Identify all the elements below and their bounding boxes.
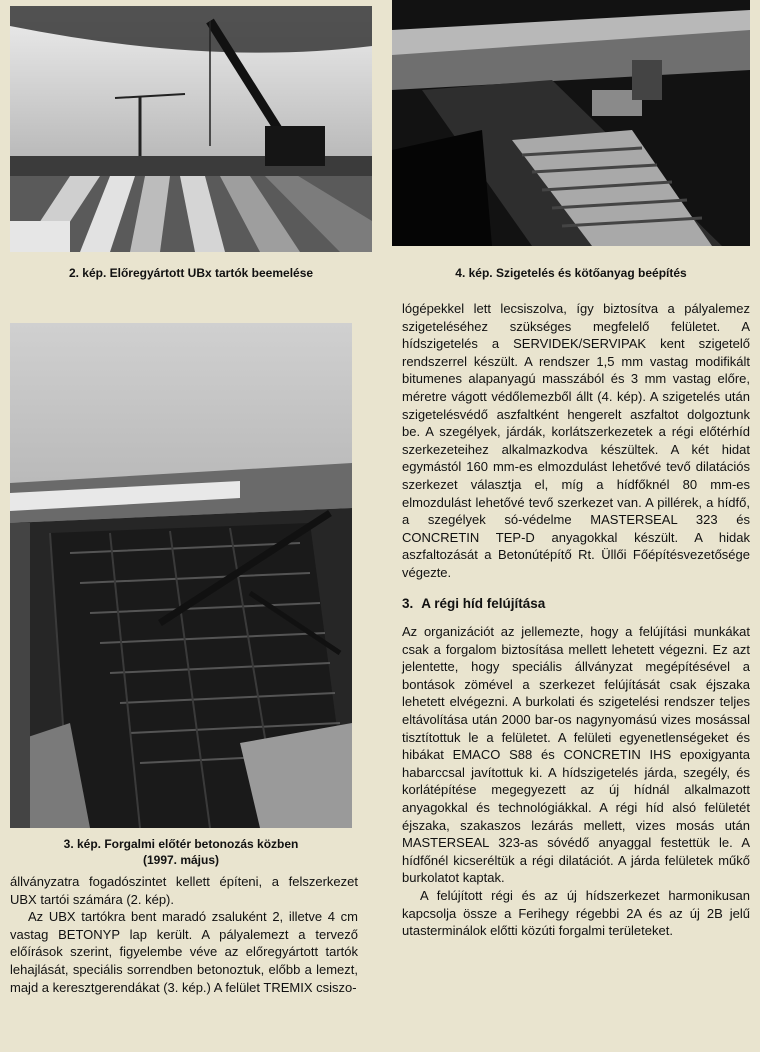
photo-3-caption — [10, 836, 352, 868]
right-paragraph-3: A felújított régi és az új hídszerkezet harmonikusan kapcsolja össze a Ferihegy régebbi 2A és az új 2B jelű utasterminálok előtti közúti forgalmi területeket. — [402, 888, 750, 939]
photo-2-beam-lifting — [10, 6, 372, 252]
photo-3-caption-line2: (1997. május) — [142, 853, 220, 867]
section-heading — [402, 595, 750, 613]
photo-4-waterproofing — [392, 0, 750, 246]
photo-4-caption: 4. kép. Szigetelés és kötőanyag beépítés — [455, 266, 687, 280]
section-heading-number: 3. — [402, 595, 414, 611]
photo-3-concreting — [10, 323, 352, 828]
section-heading-text: A régi híd felújítása — [421, 595, 546, 611]
left-paragraph-1: állványzatra fogadószintet kellett építeni, a felszerkezet UBX tartói számára (2. kép). — [10, 874, 358, 907]
right-paragraph-1: lógépekkel lett lecsiszolva, így biztosítva a pályalemez szigeteléséhez szükséges megfelelő felületet. A hídszigetelés a SERVIDEK/SERVIPAK kent szigetelő rendszerrel készült. A rendszer 1,5 mm vastag modifikált bitumenes alapanyagú masszából és 3 mm vastag előre, méretre vágott védőlemezből állt (4. kép). A szigetelés után szigetelésvédő aszfaltként hengerelt aszfaltot dolgoztunk be. A szegélyek, járdák, korlátszerkezetek a régi előtérhíd szerkezeteihez alkalmazkodva készültek. A két hidat egymástól 160 mm-es elmozdulást lehetővé tevő dilatációs szerkezet választja el, míg a hídfőknél 80 mm-es elmozdulást lehetővé tevő szerkezet van. A pillérek, a hídfő, a szegélyek só-védelme MASTERSEAL 323 és CONCRETIN TEP-D anyagokkal készült. A hidak aszfaltozását a Betonútépítő Rt. Üllői Főépítésvezetősége végezte. — [402, 301, 750, 580]
right-paragraph-2: Az organizációt az jellemezte, hogy a felújítási munkákat csak a forgalom biztosítása mellett lehetett végezni. Ez azt jelentette, hogy speciális állványzat megépítésével a bontások zömével a szerkezet felújítását csak éjszaka lehetett elvégezni. A burkolati és szigetelési rendszer teljes eltávolítása után 2000 bar-os nagynyomású vizes mosással tisztítottuk le a felületet. A felületi egyenetlenségeket és hibákat EMACO S88 és CONCRETIN IHS epoxigyanta habarccsal javítottuk ki. A hídszigetelés járda, szegély, és korlátépítése megegyezett az új hídnál alkalmazott anyagokkal és technológiákkal. A régi híd alsó felületét éjszaka, szakaszos lezárás mellett, vizes mosás után MASTERSEAL 323-as sóvédő anyaggal festettük le. A hídfőnél kicseréltük a régi dilatációt. A járda felületek műkő burkolatot kaptak. — [402, 624, 750, 886]
right-text-column — [402, 300, 750, 940]
photo-2-caption: 2. kép. Előregyártott UBx tartók beemelése — [68, 266, 314, 280]
photo-3-caption-line1: 3. kép. Forgalmi előtér betonozás közben — [63, 837, 299, 851]
left-text-column — [10, 873, 358, 996]
left-paragraph-2: Az UBX tartókra bent maradó zsaluként 2, illetve 4 cm vastag BETONYP lap került. A pályalemezt a tervező előírások szerint, figyelembe véve az előregyártott tartók lehajlását, speciális sorrendben betonoztuk, előbb a lemezt, majd a keresztgerendákat (3. kép.) A felület TREMIX csiszo- — [10, 909, 358, 995]
